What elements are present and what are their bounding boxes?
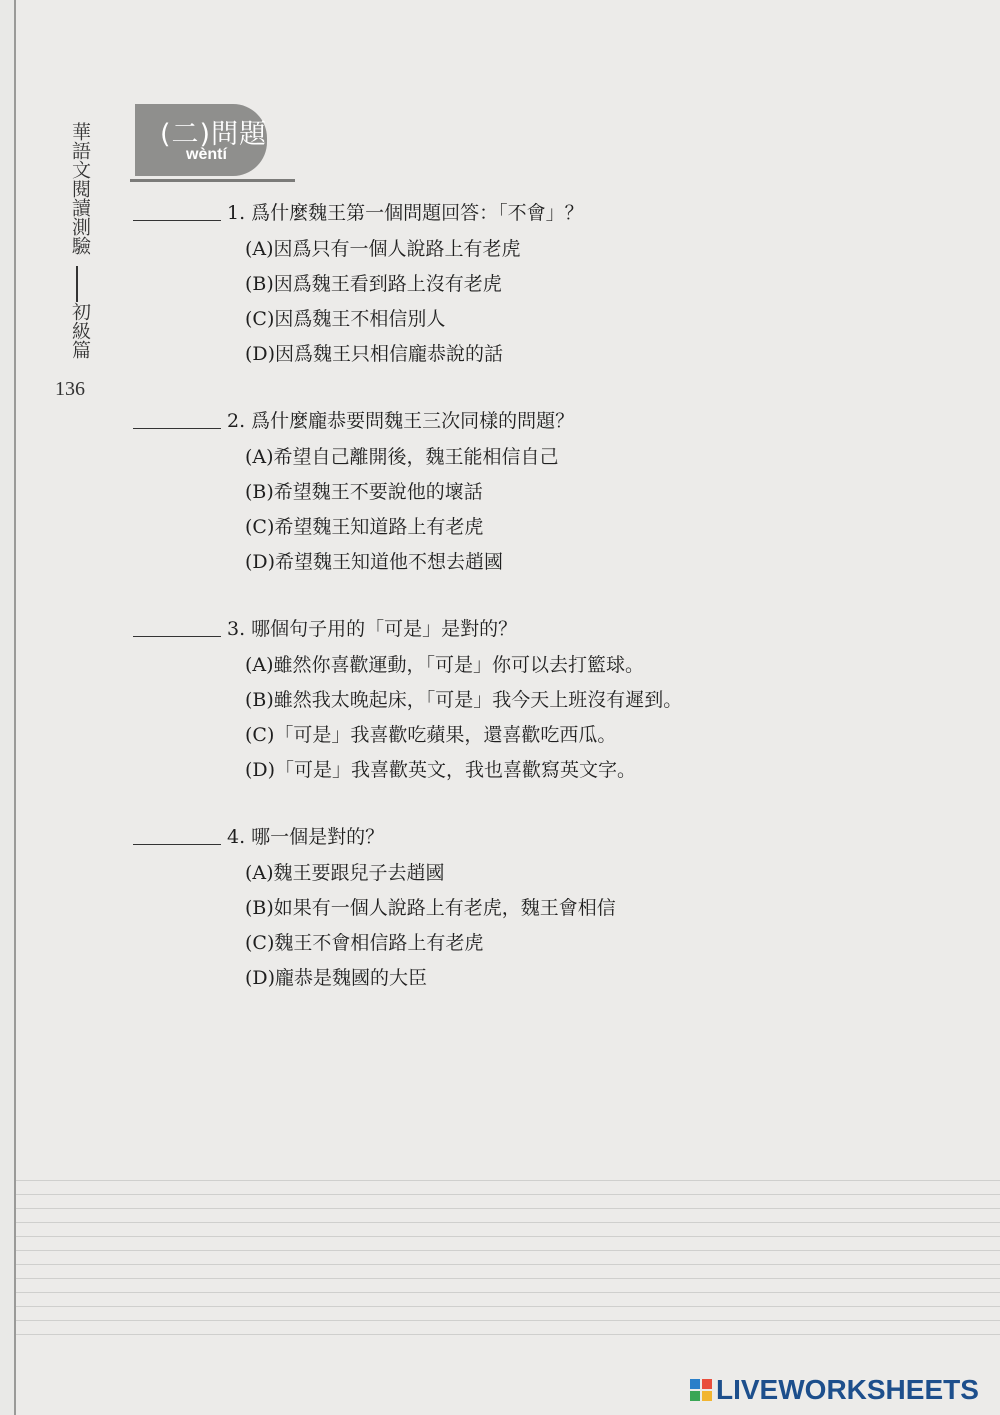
option-a: (A)魏王要跟兒子去趙國 — [245, 862, 445, 884]
book-subtitle: 初級篇 — [69, 302, 91, 359]
section-pinyin: wèntí — [186, 146, 227, 163]
question-text: 1. 爲什麼魏王第一個問題回答：「不會」？ — [227, 202, 584, 224]
option-c: (C)因爲魏王不相信別人 — [245, 308, 446, 330]
section-title: (二)問題 — [160, 119, 268, 150]
option-a: (A)希望自己離開後，魏王能相信自己 — [245, 446, 559, 468]
answer-blank-2[interactable] — [133, 428, 221, 429]
section-underline — [130, 179, 295, 182]
faint-ruled-lines — [16, 1180, 1000, 1360]
option-d: (D)希望魏王知道他不想去趙國 — [245, 551, 504, 573]
option-d: (D)因爲魏王只相信龐恭說的話 — [245, 343, 504, 365]
option-a: (A)雖然你喜歡運動，「可是」你可以去打籃球。 — [245, 654, 645, 676]
logo-mark-icon — [690, 1379, 712, 1401]
option-b: (B)希望魏王不要說他的壞話 — [245, 481, 483, 503]
liveworksheets-logo — [690, 1372, 979, 1408]
question-4 — [133, 822, 783, 996]
page-number: 136 — [55, 378, 85, 400]
question-text: 3. 哪個句子用的「可是」是對的？ — [227, 618, 518, 640]
option-c: (C)希望魏王知道路上有老虎 — [245, 516, 484, 538]
option-b: (B)因爲魏王看到路上沒有老虎 — [245, 273, 502, 295]
option-d: (D)龐恭是魏國的大臣 — [245, 967, 428, 989]
option-d: (D)「可是」我喜歡英文，我也喜歡寫英文字。 — [245, 759, 637, 781]
question-1 — [133, 198, 783, 372]
question-3 — [133, 614, 783, 788]
option-c: (C)魏王不會相信路上有老虎 — [245, 932, 484, 954]
book-title: 華語文閱讀測驗 — [69, 122, 91, 255]
answer-blank-3[interactable] — [133, 636, 221, 637]
option-b: (B)如果有一個人說路上有老虎，魏王會相信 — [245, 897, 616, 919]
option-b: (B)雖然我太晚起床，「可是」我今天上班沒有遲到。 — [245, 689, 683, 711]
answer-blank-4[interactable] — [133, 844, 221, 845]
option-c: (C)「可是」我喜歡吃蘋果，還喜歡吃西瓜。 — [245, 724, 617, 746]
question-text: 2. 爲什麼龐恭要問魏王三次同樣的問題？ — [227, 410, 575, 432]
question-text: 4. 哪一個是對的？ — [227, 826, 385, 848]
question-2 — [133, 406, 783, 580]
watermark-text: LIVEWORKSHEETS — [716, 1374, 979, 1405]
title-separator — [76, 266, 78, 302]
option-a: (A)因爲只有一個人說路上有老虎 — [245, 238, 521, 260]
answer-blank-1[interactable] — [133, 220, 221, 221]
